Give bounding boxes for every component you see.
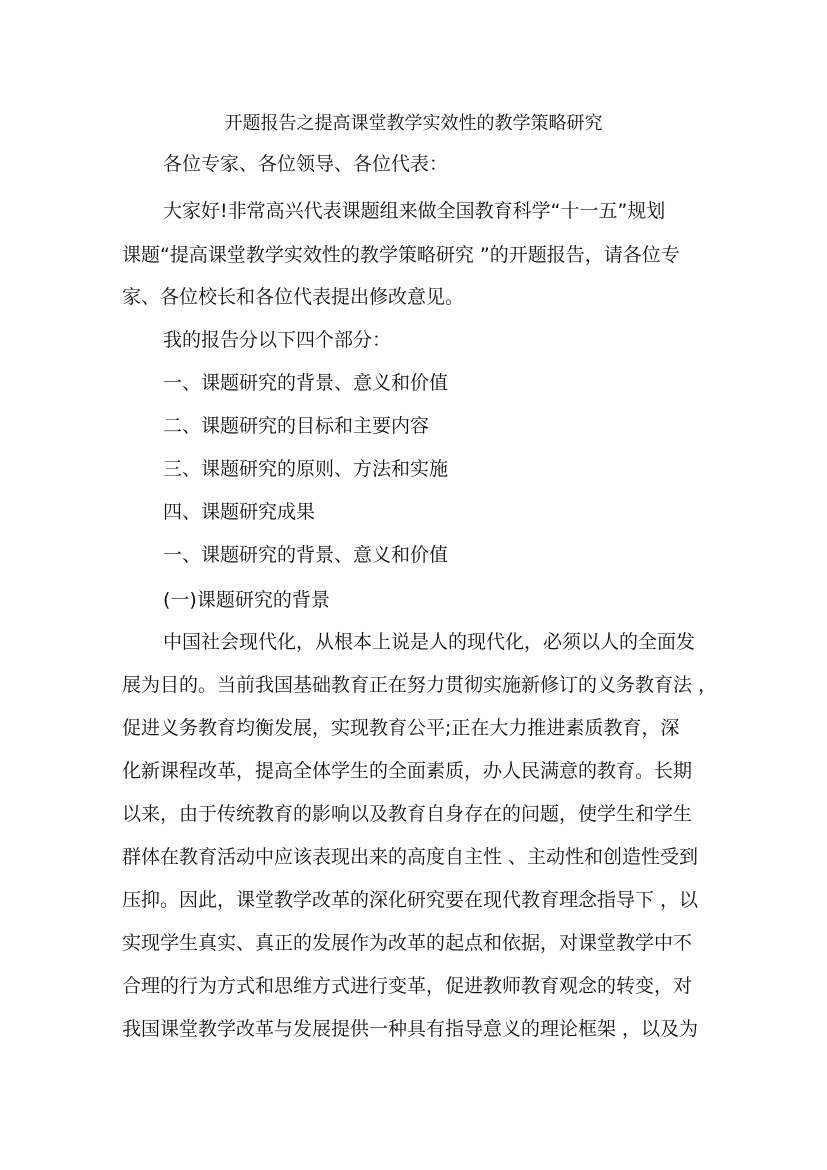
paragraph-line: 促进义务教育均衡发展，实现教育公平;正在大力推进素质教育，深 — [122, 717, 680, 739]
paragraph-line: 压抑。因此，课堂教学改革的深化研究要在现代教育理念指导下 ，以 — [122, 889, 699, 911]
paragraph-line: 课题“提高课堂教学实效性的教学策略研究 ”的开题报告，请各位专 — [122, 244, 680, 266]
document-title: 开题报告之提高课堂教学实效性的教学策略研究 — [224, 113, 603, 134]
paragraph-line: 展为目的。当前我国基础教育正在努力贯彻实施新修订的义务教育法 ， — [122, 674, 718, 696]
paragraph-line: 大家好!非常高兴代表课题组来做全国教育科学“十一五”规划 — [163, 200, 666, 222]
paragraph-line: 群体在教育活动中应该表现出来的高度自主性 、主动性和创造性受到 — [122, 846, 699, 868]
outline-item: 四、课题研究成果 — [163, 501, 316, 523]
paragraph-line: 中国社会现代化，从根本上说是人的现代化，必须以人的全面发 — [163, 631, 696, 653]
paragraph-line: 我国课堂教学改革与发展提供一种具有指导意义的理论框架 ，以及为 — [122, 1018, 699, 1040]
subsection-heading: (一)课题研究的背景 — [163, 589, 330, 611]
section-heading: 一、课题研究的背景、意义和价值 — [163, 544, 449, 566]
paragraph-line: 以来，由于传统教育的影响以及教育自身存在的问题，使学生和学生 — [122, 803, 693, 825]
paragraph-line: 家、各位校长和各位代表提出修改意见。 — [122, 286, 465, 308]
outline-item: 二、课题研究的目标和主要内容 — [163, 415, 430, 437]
paragraph-line: 实现学生真实、真正的发展作为改革的起点和依据，对课堂教学中不 — [122, 932, 693, 954]
paragraph-line: 化新课程改革，提高全体学生的全面素质，办人民满意的教育。长期 — [122, 760, 693, 782]
outline-item: 三、课题研究的原则、方法和实施 — [163, 458, 449, 480]
outline-item: 一、课题研究的背景、意义和价值 — [163, 372, 449, 394]
paragraph-line: 我的报告分以下四个部分： — [163, 329, 392, 351]
paragraph-line: 合理的行为方式和思维方式进行变革，促进教师教育观念的转变，对 — [122, 975, 693, 997]
greeting-line: 各位专家、各位领导、各位代表： — [163, 153, 449, 175]
